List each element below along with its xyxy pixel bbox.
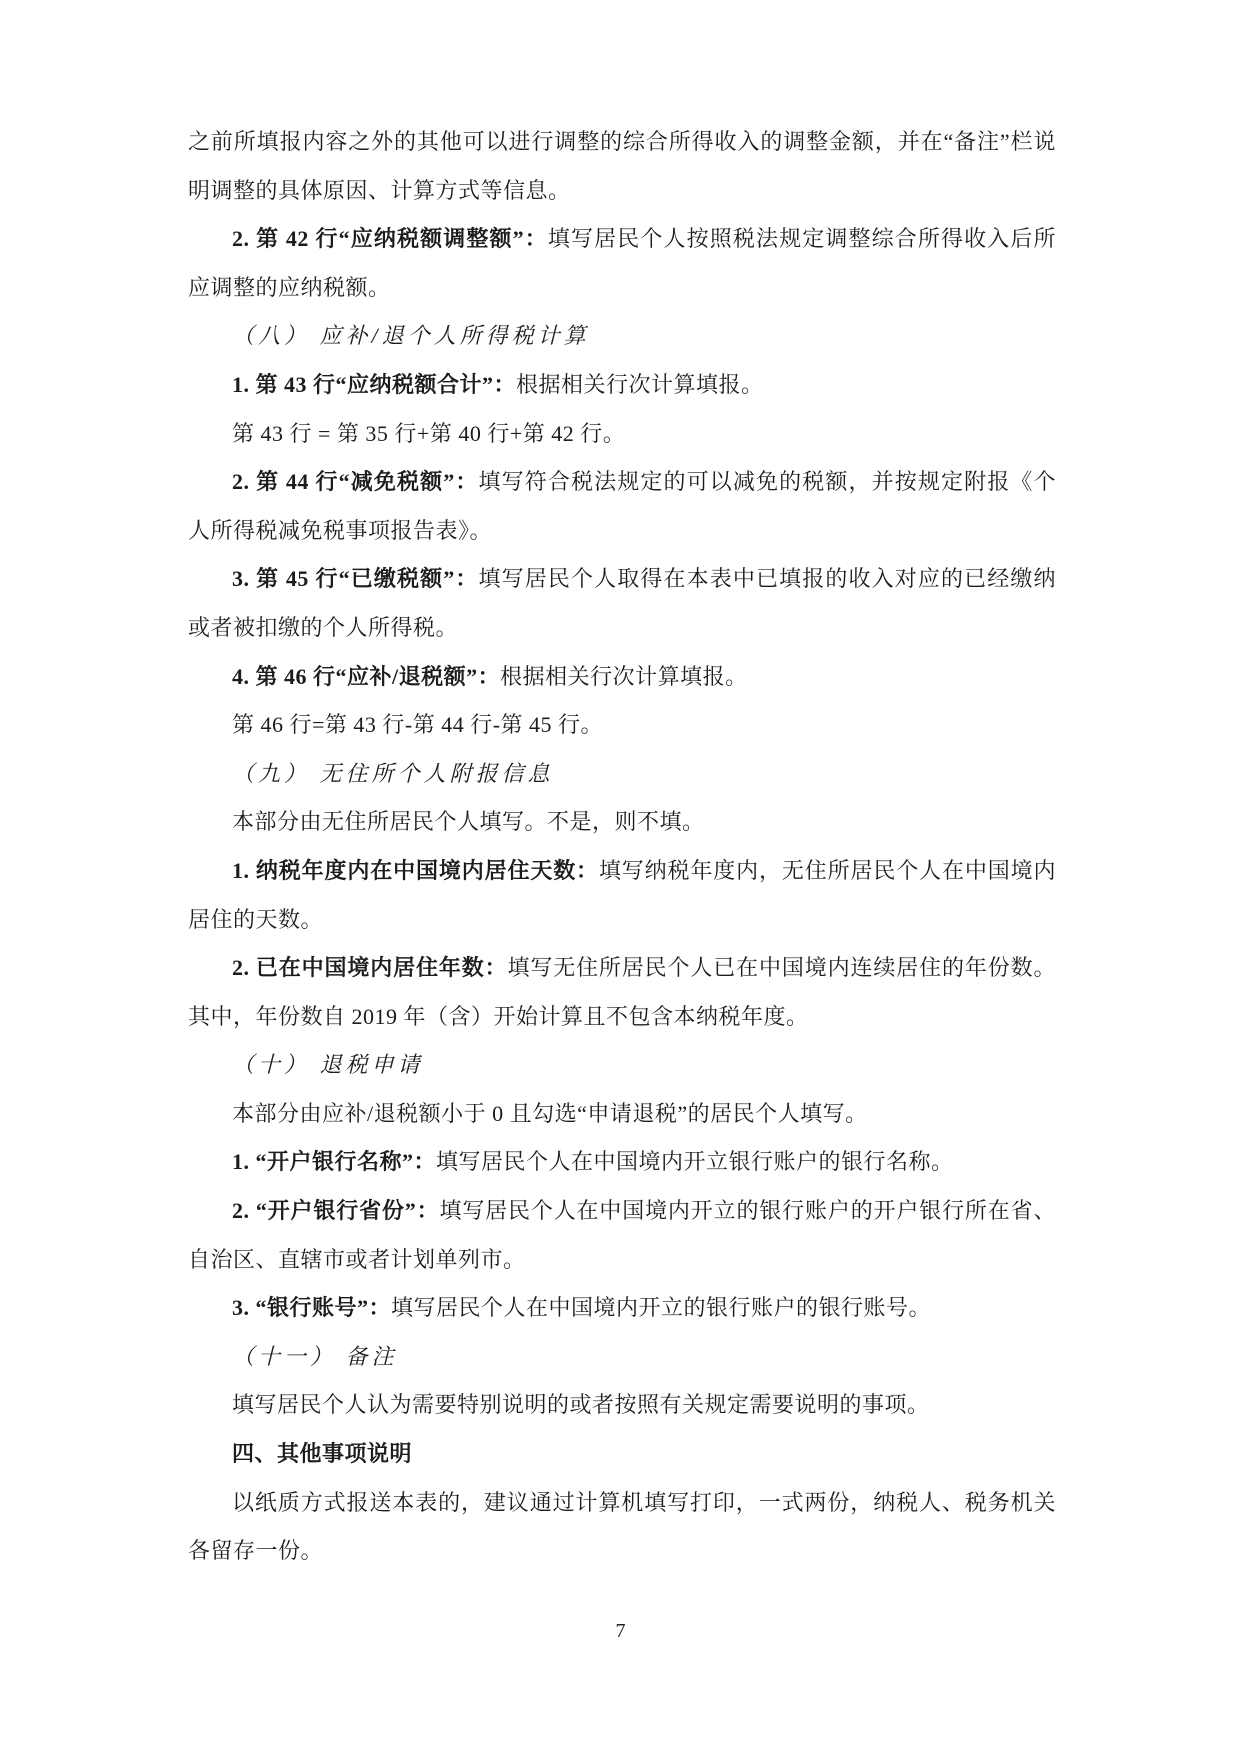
paragraph	[188, 1284, 1056, 1333]
chapter-heading	[188, 1430, 1056, 1479]
text-run: 根据相关行次计算填报。	[500, 663, 748, 689]
text-run: 本部分由无住所居民个人填写。不是，则不填。	[232, 809, 705, 835]
paragraph	[188, 944, 1056, 1041]
text-run: 根据相关行次计算填报。	[516, 371, 764, 397]
text-run: 填写无住所居民个人已在中国境内连续居住的年份数。其中，年份数自 2019 年（含）开始计算且不包含本纳税年度。	[188, 955, 1056, 1029]
text-run-bold: 四、其他事项说明	[232, 1441, 413, 1467]
paragraph	[188, 215, 1056, 312]
text-run-bold: 4. 第 46 行“应补/退税额”：	[232, 663, 501, 689]
page-footer	[0, 1620, 1241, 1643]
text-run: （八） 应补/退个人所得税计算	[232, 323, 590, 349]
text-run: （九） 无住所个人附报信息	[232, 760, 554, 786]
text-run: （十） 退税申请	[232, 1052, 424, 1078]
text-run: 填写居民个人在中国境内开立银行账户的银行名称。	[436, 1149, 954, 1175]
section-heading	[188, 1041, 1056, 1090]
paragraph	[188, 555, 1056, 652]
text-run: 第 43 行 = 第 35 行+第 40 行+第 42 行。	[232, 420, 626, 446]
section-heading	[188, 750, 1056, 799]
paragraph	[188, 1381, 1056, 1430]
text-run: 填写居民个人按照税法规定调整综合所得收入后所应调整的应纳税额。	[188, 226, 1056, 300]
text-run: 填写居民个人在中国境内开立的银行账户的银行账号。	[391, 1295, 932, 1321]
paragraph	[188, 1090, 1056, 1139]
text-run: 填写居民个人在中国境内开立的银行账户的开户银行所在省、自治区、直辖市或者计划单列市。	[188, 1198, 1056, 1272]
paragraph	[188, 1138, 1056, 1187]
text-run: 填写居民个人取得在本表中已填报的收入对应的已经缴纳或者被扣缴的个人所得税。	[188, 566, 1056, 640]
text-run-bold: 1. 第 43 行“应纳税额合计”：	[232, 371, 517, 397]
text-run: 填写纳税年度内，无住所居民个人在中国境内居住的天数。	[188, 857, 1056, 932]
text-run-bold: 1. “开户银行名称”：	[232, 1149, 437, 1175]
paragraph	[188, 361, 1056, 410]
formula-line	[188, 410, 1056, 459]
paragraph	[188, 653, 1056, 702]
section-heading	[188, 312, 1056, 361]
text-run-bold: 2. 第 44 行“减免税额”：	[232, 469, 479, 495]
paragraph	[188, 1479, 1056, 1576]
text-run-bold: 2. 已在中国境内居住年数：	[232, 955, 508, 981]
text-run: 填写居民个人认为需要特别说明的或者按照有关规定需要说明的事项。	[232, 1392, 930, 1418]
page-number: 7	[615, 1620, 626, 1642]
paragraph	[188, 847, 1056, 944]
text-run-bold: 2. 第 42 行“应纳税额调整额”：	[232, 226, 548, 252]
text-run: 本部分由应补/退税额小于 0 且勾选“申请退税”的居民个人填写。	[232, 1100, 868, 1126]
text-run: 第 46 行=第 43 行-第 44 行-第 45 行。	[232, 712, 604, 738]
section-heading	[188, 1333, 1056, 1382]
text-run-bold: 1. 纳税年度内在中国境内居住天数：	[232, 857, 599, 883]
text-run-bold: 2. “开户银行省份”：	[232, 1198, 440, 1224]
paragraph	[188, 458, 1056, 555]
formula-line	[188, 701, 1056, 750]
text-run: 之前所填报内容之外的其他可以进行调整的综合所得收入的调整金额，并在“备注”栏说明调整的具体原因、计算方式等信息。	[188, 129, 1056, 203]
text-run: 以纸质方式报送本表的，建议通过计算机填写打印，一式两份，纳税人、税务机关各留存一份。	[188, 1489, 1056, 1564]
text-run-bold: 3. “银行账号”：	[232, 1295, 392, 1321]
text-run: 填写符合税法规定的可以减免的税额，并按规定附报《个人所得税减免税事项报告表》。	[188, 469, 1056, 543]
paragraph	[188, 118, 1056, 215]
paragraph	[188, 1187, 1056, 1284]
text-run-bold: 3. 第 45 行“已缴税额”：	[232, 566, 479, 592]
document-body	[188, 118, 1056, 1576]
text-run: （十一） 备注	[232, 1343, 398, 1369]
paragraph	[188, 798, 1056, 847]
